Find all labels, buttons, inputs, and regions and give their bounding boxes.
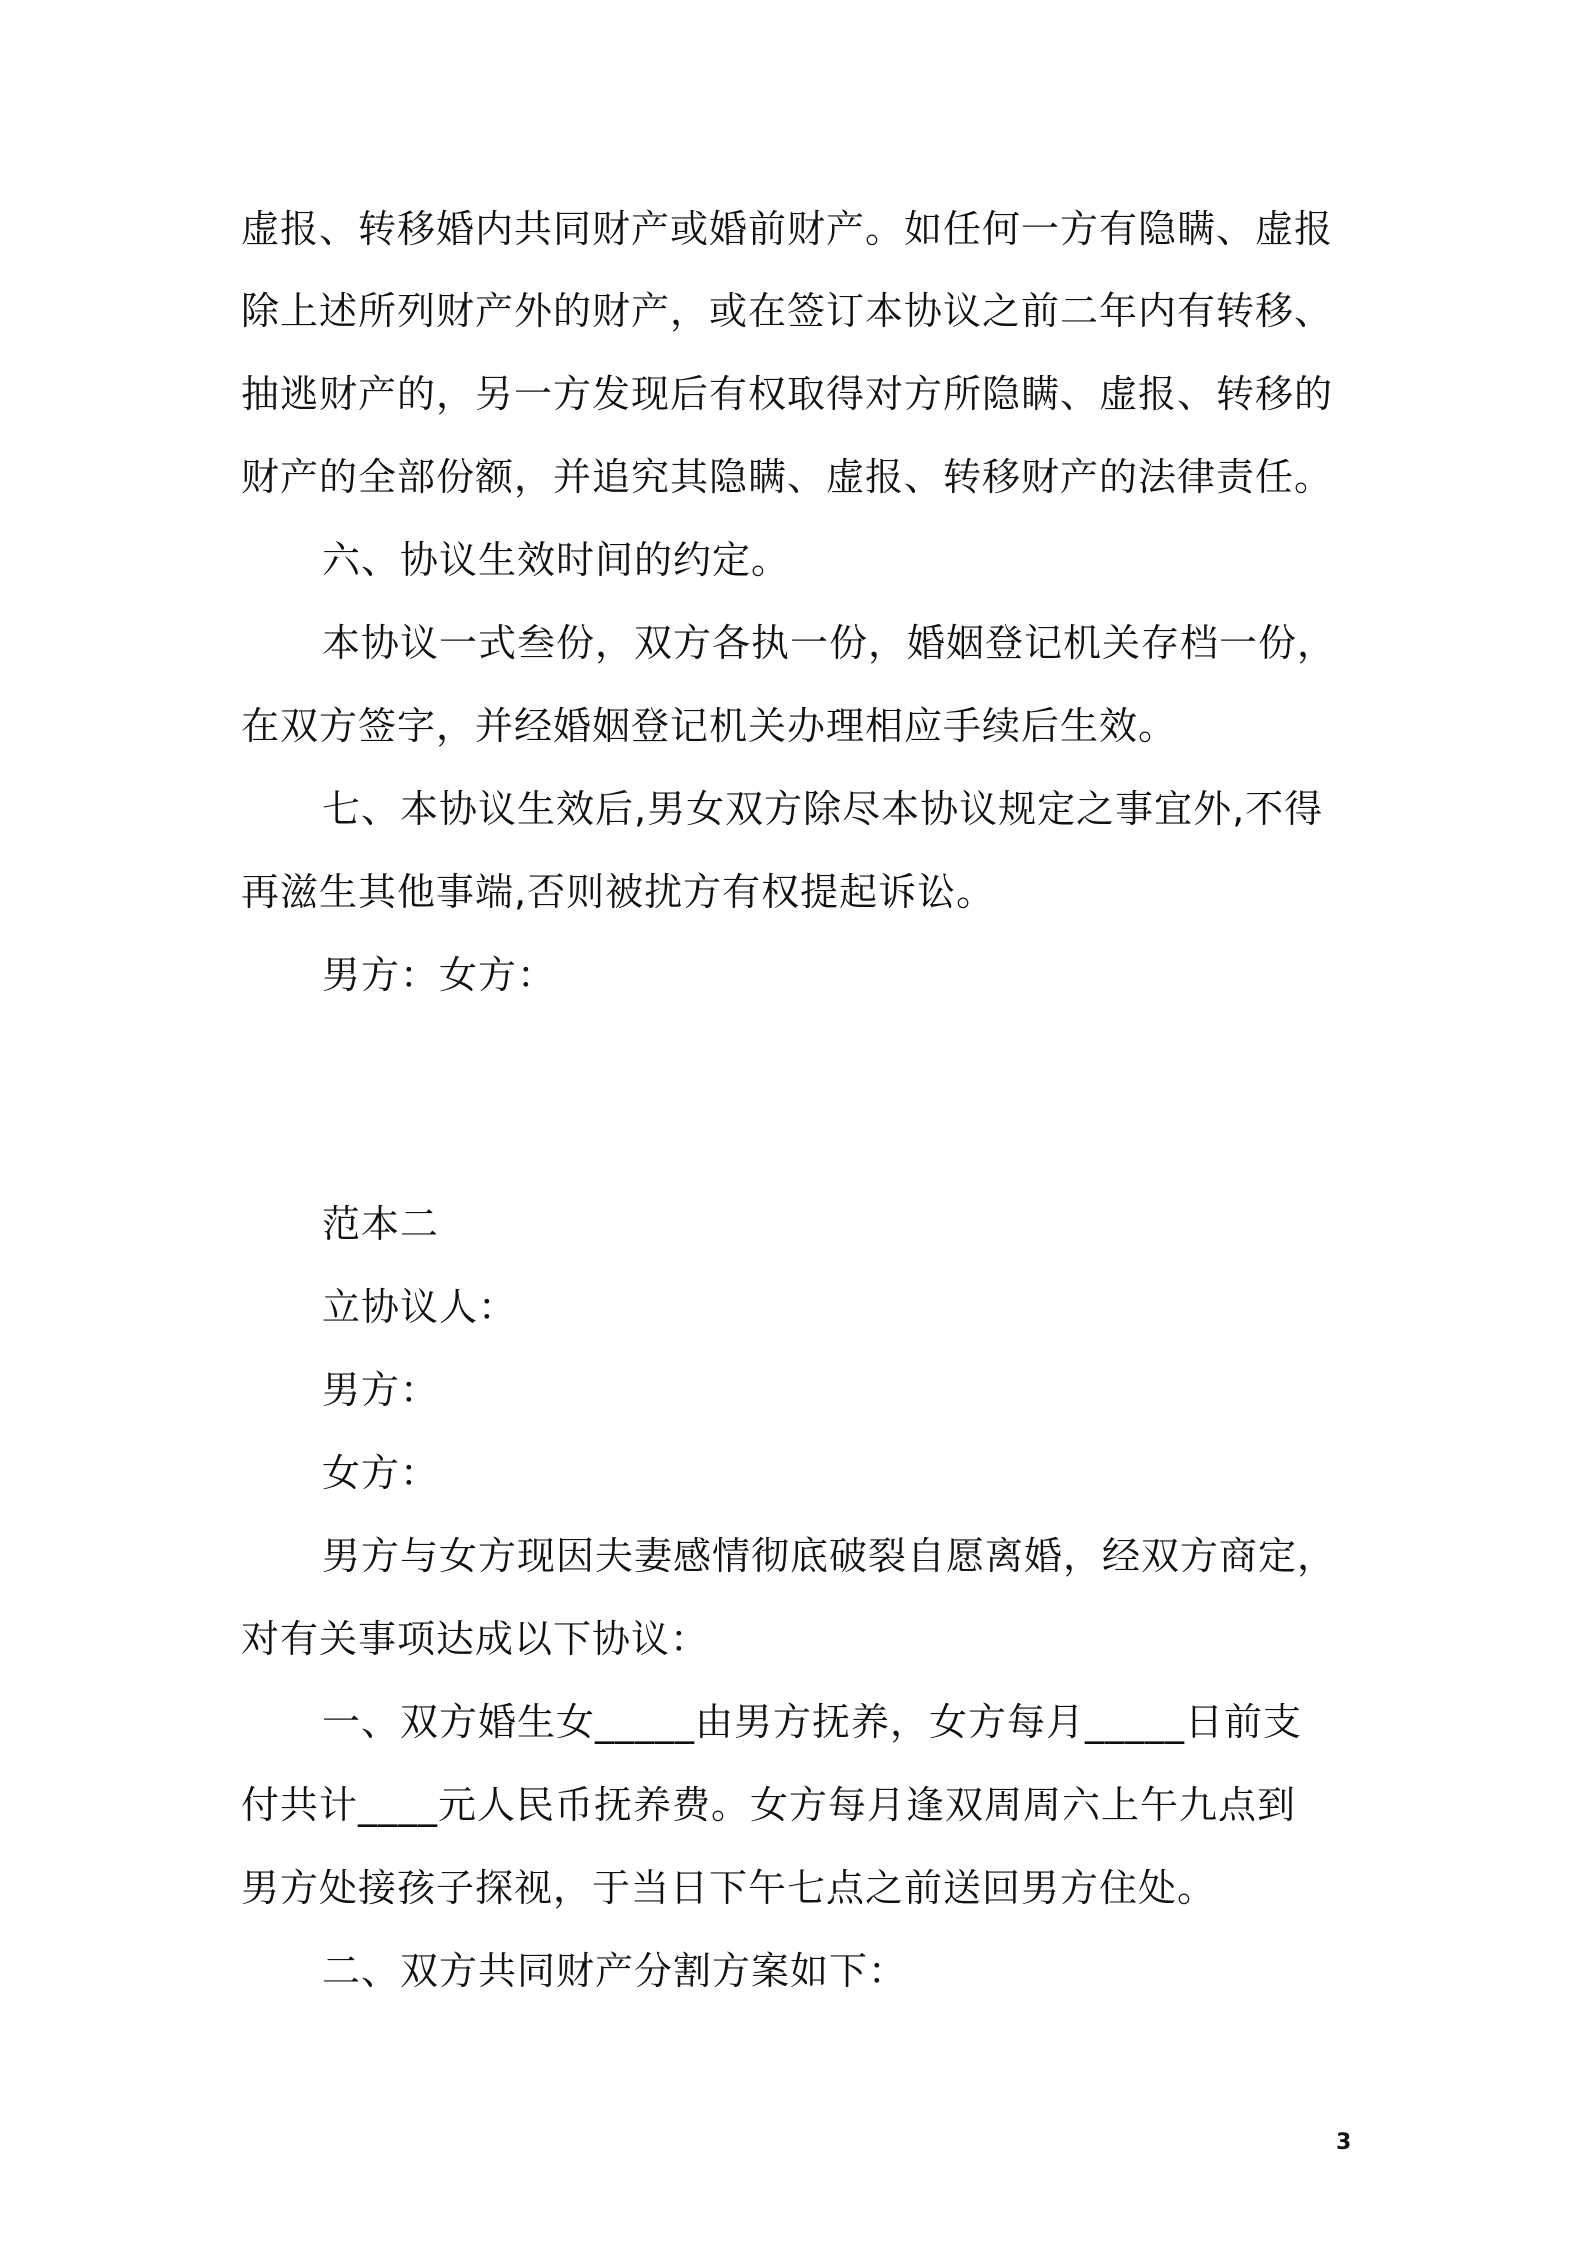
page-number: 3 [1336, 2130, 1352, 2155]
clause-two: 二、双方共同财产分割方案如下： [322, 1949, 908, 1993]
text-line-4: 财产的全部份额，并追究其隐瞒、虚报、转移财产的法律责任。 [241, 455, 1334, 499]
text-line-1: 虚报、转移婚内共同财产或婚前财产。如任何一方有隐瞒、虚报 [241, 207, 1334, 251]
text-line-6: 本协议一式叁份，双方各执一份，婚姻登记机关存档一份， [322, 621, 1337, 665]
text-line-19: 男方处接孩子探视，于当日下午七点之前送回男方住处。 [241, 1866, 1217, 1910]
text-line-16: 对有关事项达成以下协议： [241, 1617, 710, 1661]
template-two-title: 范本二 [322, 1202, 440, 1246]
clause-one: 一、双方婚生女_____由男方抚养，女方每月_____日前支 [322, 1700, 1303, 1744]
text-line-2: 除上述所列财产外的财产，或在签订本协议之前二年内有转移、 [241, 289, 1334, 333]
section-heading-7: 七、本协议生效后,男女双方除尽本协议规定之事宜外,不得 [322, 787, 1324, 831]
text-line-15: 男方与女方现因夫妻感情彻底破裂自愿离婚，经双方商定， [322, 1534, 1337, 1578]
text-line-9: 再滋生其他事端,否则被扰方有权提起诉讼。 [241, 870, 996, 914]
text-line-7: 在双方签字，并经婚姻登记机关办理相应手续后生效。 [241, 704, 1178, 748]
female-party-label: 女方： [322, 1451, 440, 1495]
text-line-3: 抽逃财产的，另一方发现后有权取得对方所隐瞒、虚报、转移的 [241, 372, 1334, 416]
signature-line: 男方：女方： [322, 953, 557, 997]
section-heading-6: 六、协议生效时间的约定。 [322, 538, 791, 582]
text-line-18: 付共计____元人民币抚养费。女方每月逢双周周六上午九点到 [241, 1783, 1297, 1827]
male-party-label: 男方： [322, 1368, 440, 1412]
agreement-parties-label: 立协议人： [322, 1285, 518, 1329]
